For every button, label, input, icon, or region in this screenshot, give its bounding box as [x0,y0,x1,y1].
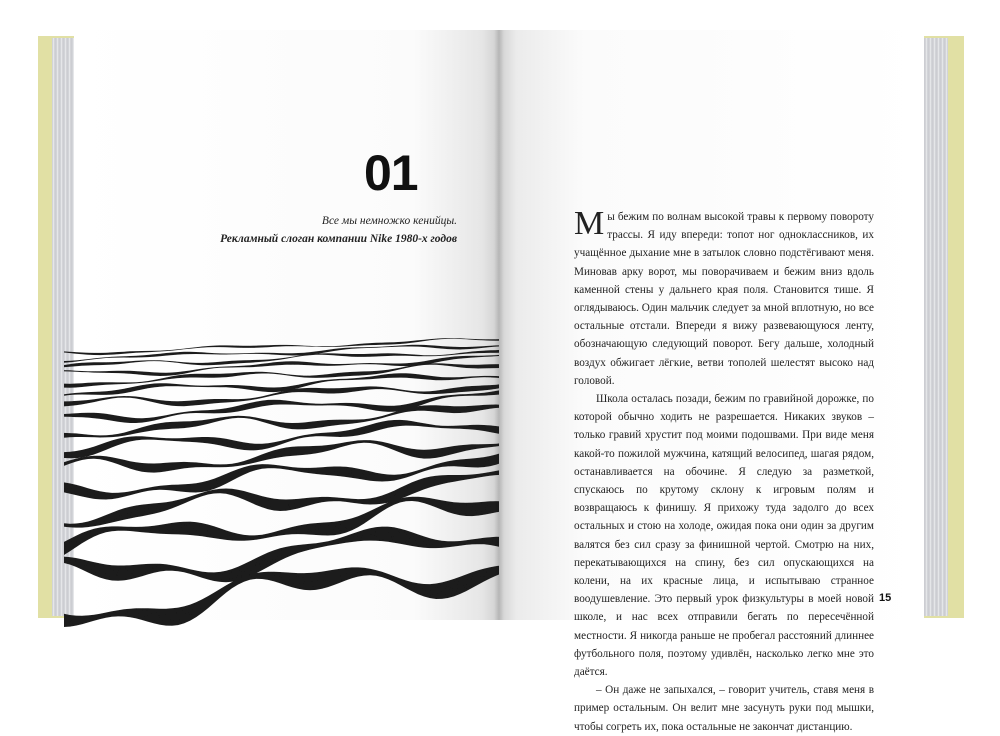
right-page-edges [920,38,948,616]
chapter-number: 01 [364,145,418,201]
epigraph-source: Рекламный слоган компании Nike 1980-х годов [220,233,457,245]
paragraph-2: Школа осталась позади, бежим по гравийной дорожке, по которой обычно ходить не разрешается. Никаких звуков – только гравий хрустит под моими подошвами. При виде меня какой-то пожилой мужчина, катящий велосипед, шагая рядом, останавливается на обочине. Я следую за разметкой, спускаюсь по крутому склону к игровым полям и возвращаюсь к финишу. Я прихожу туда задолго до всех остальных и стою на холоде, ожидая пока они один за другим валятся без сил сразу за финишной чертой. Смотрю на них, перекатывающихся на спину, без сил опускающихся на колени, на их красные лица, и испытываю странное воодушевление. Это первый урок физкультуры в моей новой школе, и нас всех отправили бегать по пересечённой местности. Я никогда раньше не пробегал расстояний длиннее футбольного поля, поэтому удивлён, насколько легко мне это даётся. [574,393,874,679]
right-page [499,30,924,733]
page-number: 15 [879,592,892,604]
drop-cap: М [574,205,605,242]
paragraph-1 [574,205,874,390]
book-gutter [494,30,504,620]
grass-stripe [64,469,508,527]
paragraph-1-text: ы бежим по волнам высокой травы к первому повороту трассы. Я иду впереди: топот ног одноклассников, их учащённое дыхание мне в затылок словно подстёгивают меня. Миновав арку ворот, мы поворачиваем и бежим вниз вдоль каменной стены у дальнего края поля. Становится тише. Я оглядываюсь. Один мальчик следует за мной вплотную, но все остальные отстали. Впереди я вижу развевающуюся ленту, обозначающую следующий поворот. Бегу дальше, холодный воздух обжигает лёгкие, ветви тополей шелестят высоко над головой. [574,211,874,387]
wave-stripes-illustration [74,348,499,620]
body-text [574,205,874,736]
epigraph-quote: Все мы немножко кенийцы. [321,215,457,227]
grass-stripe [64,451,508,500]
paragraph-3: – Он даже не запыхался, – говорит учитель, ставя меня в пример остальным. Он велит мне засунуть руки под мышки, чтобы согреть их, пока остальные не закончат дистанцию. [574,684,874,733]
epigraph [137,212,457,248]
grass-stripe [64,363,508,388]
left-page [74,30,499,620]
